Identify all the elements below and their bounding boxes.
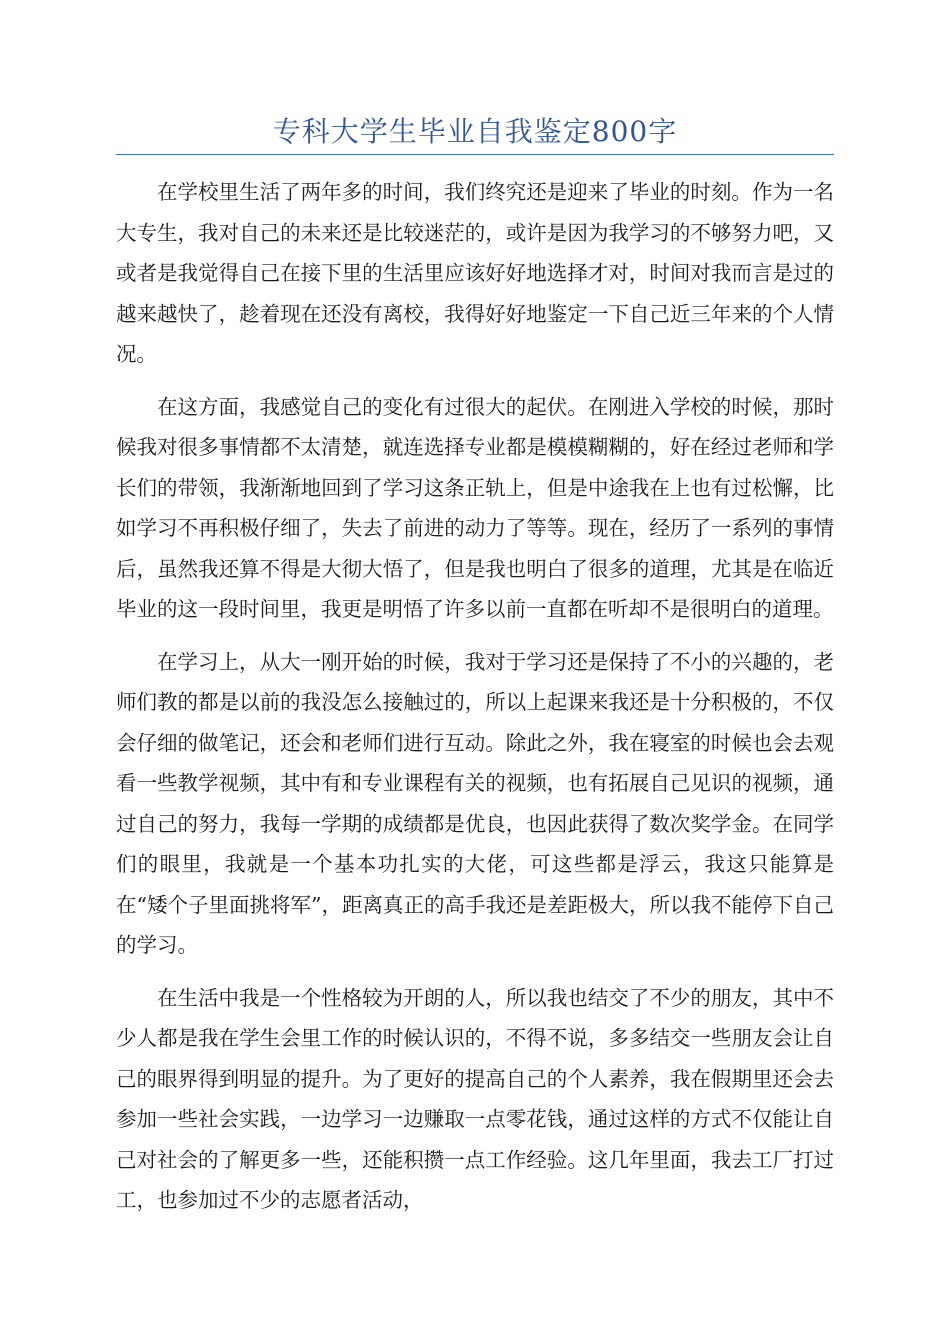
paragraph-2: 在这方面，我感觉自己的变化有过很大的起伏。在刚进入学校的时候，那时候我对很多事情都不太清楚，就连选择专业都是模模糊糊的，好在经过老师和学长们的带领，我渐渐地回到了学习这条正轨上，但是中途我在上也有过松懈，比如学习不再积极仔细了，失去了前进的动力了等等。现在，经历了一系列的事情后，虽然我还算不得是大彻大悟了，但是我也明白了很多的道理，尤其是在临近毕业的这一段时间里，我更是明悟了许多以前一直都在听却不是很明白的道理。 [116,394,834,621]
paragraph-4: 在生活中我是一个性格较为开朗的人，所以我也结交了不少的朋友，其中不少人都是我在学生会里工作的时候认识的，不得不说，多多结交一些朋友会让自己的眼界得到明显的提升。为了更好的提高自己的个人素养，我在假期里还会去参加一些社会实践，一边学习一边赚取一点零花钱，通过这样的方式不仅能让自己对社会的了解更多一些，还能积攒一点工作经验。这几年里面，我去工厂打过工，也参加过不少的志愿者活动， [116,985,834,1212]
title-underline [116,154,834,155]
document-body [116,172,834,1233]
document-title: 专科大学生毕业自我鉴定800字 [272,115,678,148]
paragraph-3: 在学习上，从大一刚开始的时候，我对于学习还是保持了不小的兴趣的，老师们教的都是以前的我没怎么接触过的，所以上起课来我还是十分积极的，不仅会仔细的做笔记，还会和老师们进行互动。除此之外，我在寝室的时候也会去观看一些教学视频，其中有和专业课程有关的视频，也有拓展自己见识的视频，通过自己的努力，我每一学期的成绩都是优良，也因此获得了数次奖学金。在同学们的眼里，我就是一个基本功扎实的大佬，可这些都是浮云，我这只能算是在“矮个子里面挑将军”，距离真正的高手我还是差距极大，所以我不能停下自己的学习。 [116,649,834,957]
paragraph-1: 在学校里生活了两年多的时间，我们终究还是迎来了毕业的时刻。作为一名大专生，我对自己的未来还是比较迷茫的，或许是因为我学习的不够努力吧，又或者是我觉得自己在接下里的生活里应该好好地选择才对，时间对我而言是过的越来越快了，趁着现在还没有离校，我得好好地鉴定一下自己近三年来的个人情况。 [116,180,834,366]
